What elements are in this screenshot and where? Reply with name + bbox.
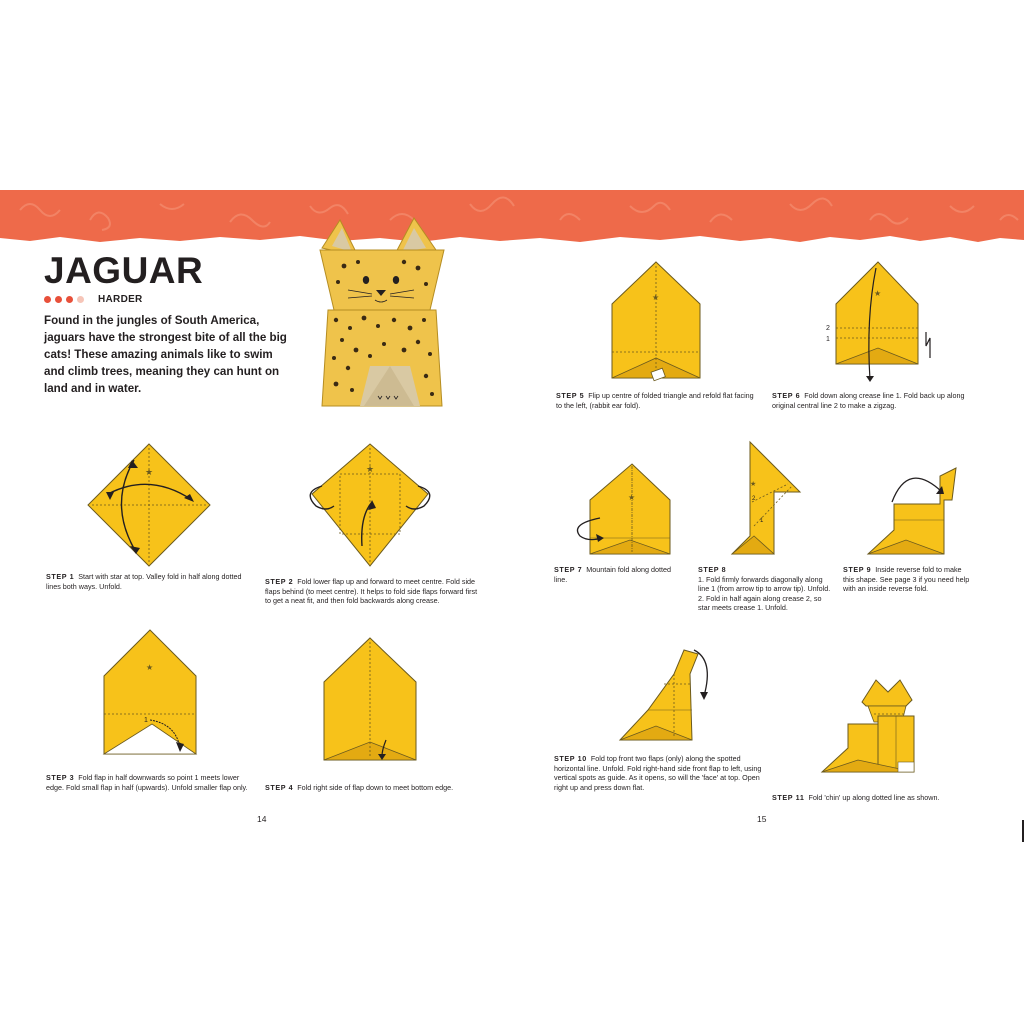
step2-caption	[265, 577, 480, 606]
step1-caption	[46, 572, 256, 591]
step-text: Flip up centre of folded triangle and refold flat facing to the left, (rabbit ear fold).	[556, 391, 754, 410]
step6-diagram	[820, 260, 936, 384]
step4-diagram	[320, 636, 420, 764]
difficulty-label: HARDER	[98, 294, 143, 305]
step-text: Fold lower flap up and forward to meet centre. Fold side flaps behind (to meet centre). It helps to fold side flaps forward first to get a neat fit, and then fold backwards along crease.	[265, 577, 478, 606]
difficulty-rating	[44, 294, 143, 305]
step-label: STEP 5	[556, 391, 585, 400]
step8-caption	[698, 565, 833, 613]
step7-diagram	[572, 460, 684, 558]
folded-shape-paper	[868, 468, 956, 554]
difficulty-dot	[55, 296, 62, 303]
step-text: Inside reverse fold to make this shape. See page 3 if you need help with an inside reverse fold.	[843, 565, 970, 594]
difficulty-dot	[44, 296, 51, 303]
fold-arrow-icon	[892, 478, 942, 502]
step2-diagram	[298, 442, 442, 568]
crease-1-label: 1	[760, 518, 764, 524]
star-icon: ★	[652, 293, 660, 302]
page-number-right: 15	[757, 814, 767, 824]
white-foot	[898, 762, 914, 772]
step-text: Fold top front two flaps (only) along the spotted horizontal line. Unfold. Fold right-hand side front flap to left, using vertical spots as guide. As it opens, so will the 'face' at top. Open right up and press down flat.	[554, 754, 762, 792]
banner-shape	[0, 190, 1024, 242]
step1-diagram	[86, 442, 212, 568]
crease-1-label: 1	[826, 336, 830, 343]
step-label: STEP 6	[772, 391, 801, 400]
step-text: Start with star at top. Valley fold in half along dotted lines both ways. Unfold.	[46, 572, 242, 591]
step4-caption	[265, 783, 475, 793]
step3-diagram	[100, 628, 200, 758]
step9-diagram	[864, 460, 960, 558]
step-label: STEP 3	[46, 773, 75, 782]
crease-2-label: 2	[826, 325, 830, 332]
step5-caption	[556, 391, 756, 410]
star-icon: ★	[628, 493, 636, 502]
step-text: Fold 'chin' up along dotted line as shown.	[808, 793, 940, 802]
star-icon: ★	[145, 467, 154, 477]
step-label: STEP 8	[698, 565, 727, 574]
difficulty-dot	[66, 296, 73, 303]
step-label: STEP 11	[772, 793, 805, 802]
difficulty-dot	[77, 296, 84, 303]
step7-caption	[554, 565, 674, 584]
zigzag-icon	[926, 332, 930, 358]
step-label: STEP 4	[265, 783, 294, 792]
step11-diagram	[818, 676, 928, 776]
step-text: Mountain fold along dotted line.	[554, 565, 671, 584]
step8-diagram	[730, 440, 806, 558]
step9-caption	[843, 565, 973, 594]
jaguar-ears-and-head	[862, 680, 912, 706]
step-label: STEP 7	[554, 565, 583, 574]
finished-jaguar-photo	[314, 216, 450, 412]
star-icon: ★	[146, 663, 154, 672]
folded-shape-paper	[620, 650, 698, 740]
step6-caption	[772, 391, 977, 410]
jaguar-head	[320, 250, 444, 310]
step-label: STEP 2	[265, 577, 294, 586]
point-1-marker: 1	[144, 717, 148, 724]
page-number-left: 14	[257, 814, 267, 824]
star-icon: ★	[366, 464, 375, 474]
step3-caption	[46, 773, 256, 792]
page-title: JAGUAR	[44, 250, 204, 291]
step-text: Fold flap in half downwards so point 1 meets lower edge. Fold small flap in half (upwards). Unfold smaller flap only.	[46, 773, 248, 792]
step11-caption	[772, 793, 972, 803]
crease-2-label: 2	[752, 496, 756, 502]
intro-paragraph: Found in the jungles of South America, jaguars have the strongest bite of all the big cats! These amazing animals like to swim and climb trees, meaning they can hunt on land and in water.	[44, 314, 287, 395]
step-label: STEP 1	[46, 572, 75, 581]
step-label: STEP 10	[554, 754, 587, 763]
star-icon: ★	[874, 289, 882, 298]
step10-diagram	[618, 644, 724, 744]
orange-header-banner	[0, 190, 1024, 248]
star-icon: ★	[750, 481, 757, 488]
step-text: Fold down along crease line 1. Fold back up along original central line 2 to make a zigzag.	[772, 391, 965, 410]
step10-caption	[554, 754, 764, 792]
step-label: STEP 9	[843, 565, 872, 574]
step-text: Fold right side of flap down to meet bottom edge.	[297, 783, 454, 792]
folded-column-paper	[732, 442, 800, 554]
step-text: 2. Fold in half again along crease 2, so star meets crease 1. Unfold.	[698, 593, 822, 613]
step5-diagram	[608, 260, 704, 384]
step-text: 1. Fold firmly forwards diagonally along line 1 (from arrow tip to arrow tip). Unfold.	[698, 574, 831, 594]
